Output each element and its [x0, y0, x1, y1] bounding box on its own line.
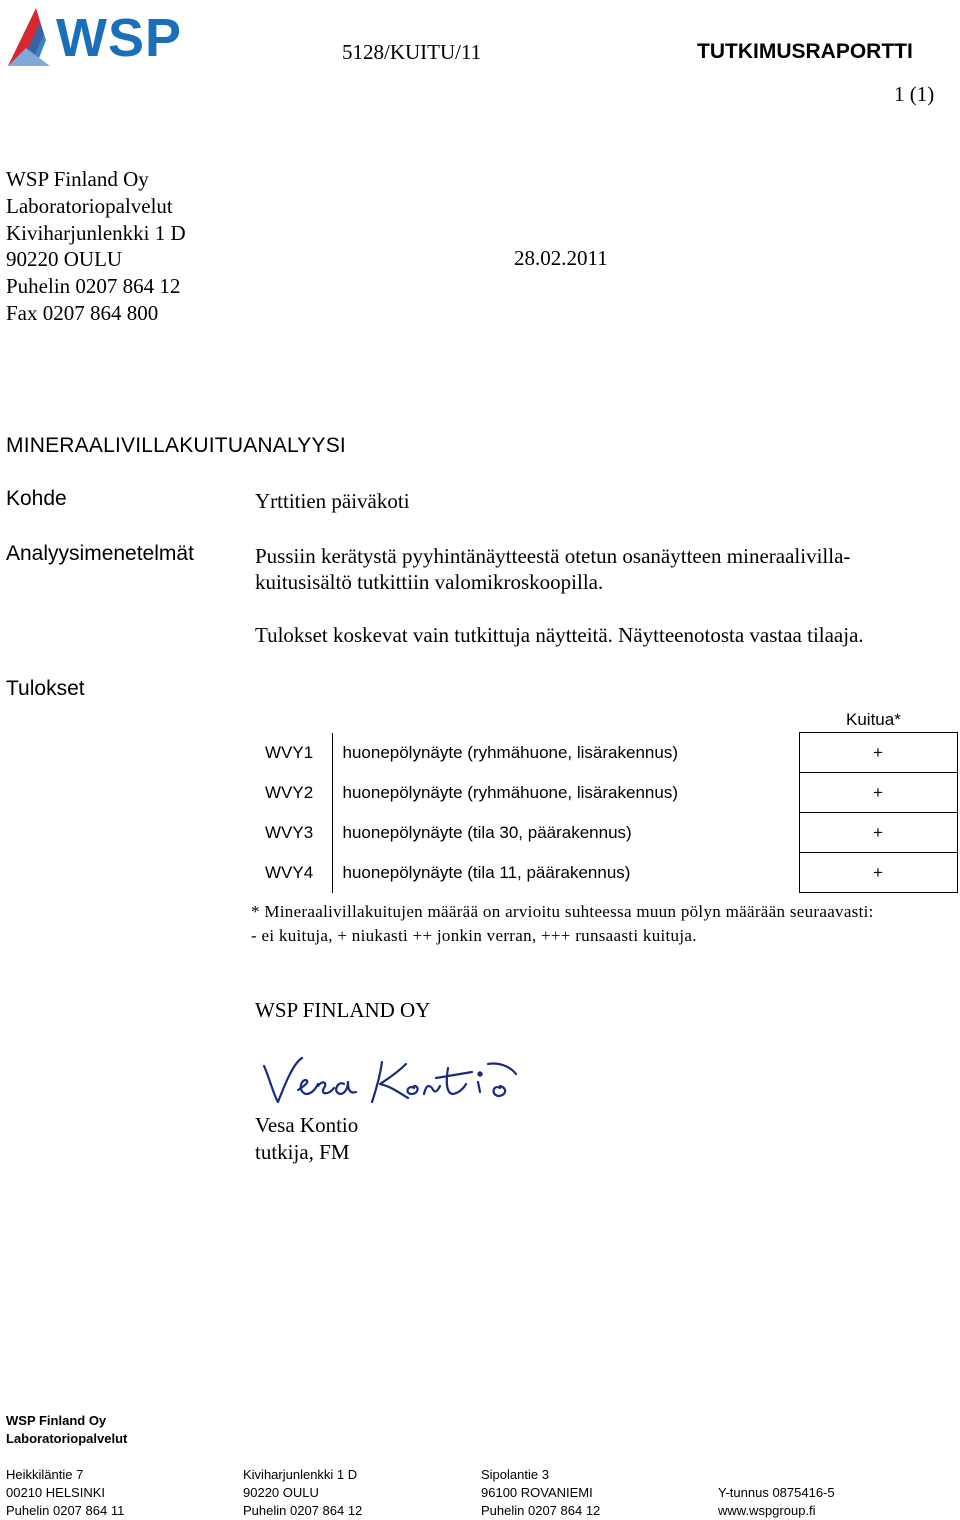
business-id: Y-tunnus 0875416-5	[718, 1485, 835, 1500]
website-link[interactable]: www.wspgroup.fi	[718, 1503, 816, 1518]
sample-description: huonepölynäyte (ryhmähuone, lisärakennus)	[332, 773, 799, 813]
footer-office-helsinki	[6, 1466, 124, 1520]
results-note: Tulokset koskevat vain tutkittuja näytteitä. Näytteenotosta vastaa tilaaja.	[255, 623, 864, 647]
document-type: TUTKIMUSRAPORTTI	[697, 40, 913, 63]
fiber-result: +	[799, 813, 957, 853]
footnote-line2: - ei kuituja, + niukasti ++ jonkin verran, +++ runsaasti kuituja.	[251, 926, 697, 945]
signer-title: tutkija, FM	[255, 1139, 350, 1164]
sample-description: huonepölynäyte (tila 11, päärakennus)	[332, 853, 799, 893]
sample-description: huonepölynäyte (tila 30, päärakennus)	[332, 813, 799, 853]
fiber-result: +	[799, 773, 957, 813]
target-label: Kohde	[6, 487, 67, 510]
footnote-line1: * Mineraalivillakuitujen määrää on arvioitu suhteessa muun pölyn määrään seuraavasti:	[251, 902, 874, 921]
footer-office-oulu	[243, 1466, 362, 1520]
signer-block	[255, 1112, 358, 1166]
target-value: Yrttitien päiväkoti	[255, 489, 410, 513]
office-street: Kiviharjunlenkki 1 D	[243, 1467, 358, 1482]
fiber-column-header: Kuitua*	[846, 710, 901, 729]
footer-company-name: WSP Finland Oy	[6, 1413, 107, 1428]
sender-line: Puhelin 0207 864 12	[6, 274, 181, 299]
report-title: MINERAALIVILLAKUITUANALYYSI	[6, 434, 346, 457]
signoff-company: WSP FINLAND OY	[255, 998, 431, 1022]
sender-line: WSP Finland Oy	[6, 167, 149, 191]
results-table	[257, 732, 958, 893]
sample-code: WVY3	[257, 813, 332, 853]
method-label: Analyysimenetelmät	[6, 542, 194, 565]
sample-code: WVY2	[257, 773, 332, 813]
table-footnote	[251, 900, 874, 948]
method-text-line2: kuitusisältö tutkittiin valomikroskoopilla.	[255, 570, 604, 594]
report-date: 28.02.2011	[514, 246, 608, 270]
footer-company	[6, 1412, 127, 1448]
fiber-result: +	[799, 733, 957, 773]
office-phone: Puhelin 0207 864 11	[6, 1503, 125, 1518]
sample-code: WVY4	[257, 853, 332, 893]
table-row	[257, 733, 957, 773]
wsp-logo	[6, 4, 206, 68]
signer-name: Vesa Kontio	[255, 1113, 359, 1137]
sender-line: Laboratoriopalvelut	[6, 193, 173, 218]
sender-line: 90220 OULU	[6, 247, 123, 272]
document-reference: 5128/KUITU/11	[342, 40, 482, 64]
office-street: Sipolantie 3	[481, 1467, 549, 1482]
footer-company-info	[718, 1466, 835, 1520]
sender-line: Fax 0207 864 800	[6, 300, 159, 325]
results-label: Tulokset	[6, 677, 85, 700]
logo-text: WSP	[56, 8, 183, 68]
spacer	[718, 1466, 835, 1484]
office-city: 96100 ROVANIEMI	[481, 1485, 593, 1500]
office-phone: Puhelin 0207 864 12	[243, 1503, 363, 1518]
method-text-line1: Pussiin kerätystä pyyhintänäytteestä otetun osanäytteen mineraalivilla-	[255, 544, 851, 568]
office-city: 00210 HELSINKI	[6, 1485, 106, 1500]
fiber-result: +	[799, 853, 957, 893]
sample-description: huonepölynäyte (ryhmähuone, lisärakennus)	[332, 733, 799, 773]
office-city: 90220 OULU	[243, 1485, 319, 1500]
page-number: 1 (1)	[894, 82, 935, 106]
footer-office-rovaniemi	[481, 1466, 600, 1520]
table-row	[257, 853, 957, 893]
sender-address	[6, 166, 186, 327]
sender-line: Kiviharjunlenkki 1 D	[6, 220, 186, 245]
handwritten-signature	[258, 1052, 528, 1114]
table-row	[257, 813, 957, 853]
office-phone: Puhelin 0207 864 12	[481, 1503, 601, 1518]
office-street: Heikkiläntie 7	[6, 1467, 84, 1482]
sample-code: WVY1	[257, 733, 332, 773]
table-row	[257, 773, 957, 813]
footer-unit: Laboratoriopalvelut	[6, 1431, 128, 1446]
